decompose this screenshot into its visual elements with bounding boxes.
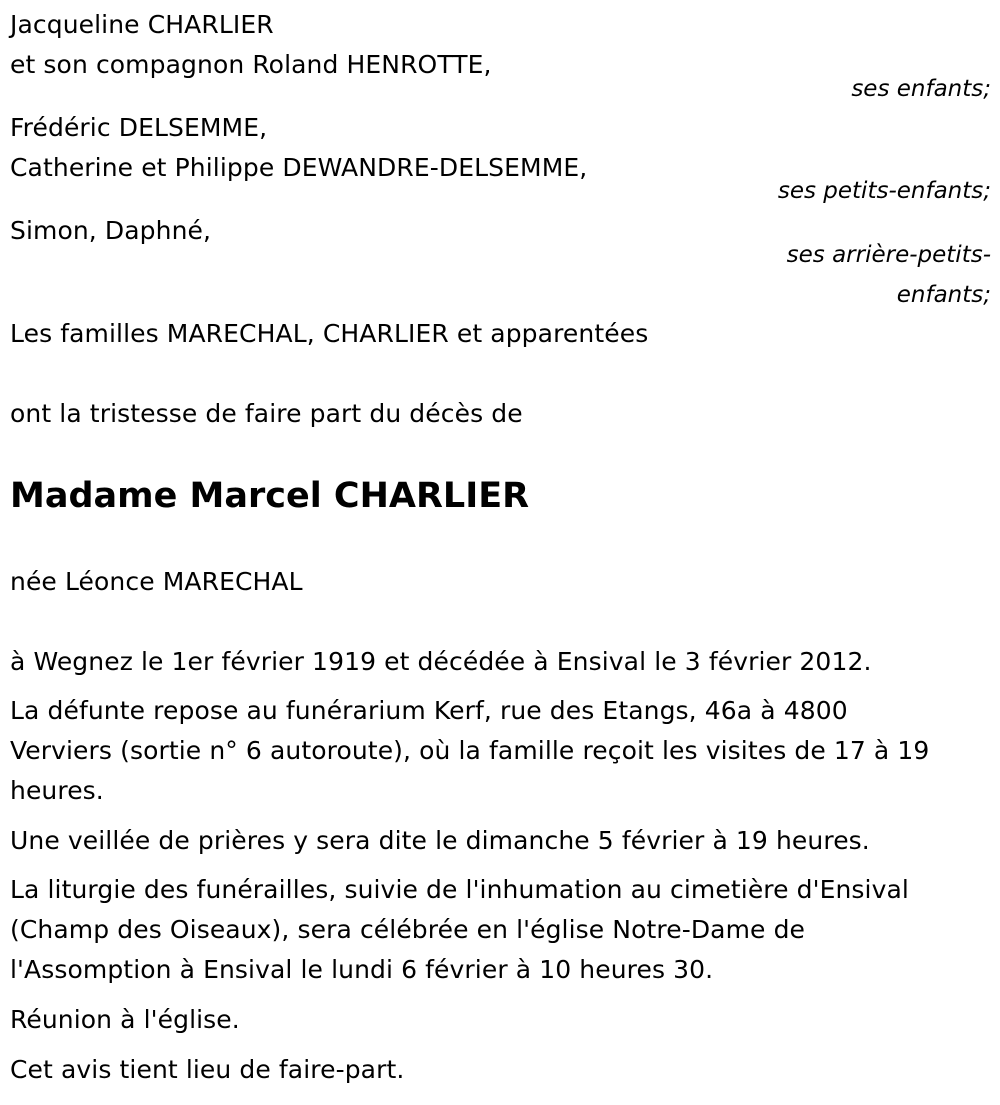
repose-line-3: heures. [10, 776, 104, 805]
grandchildren-line-1: Frédéric DELSEMME, [10, 113, 268, 142]
repose-line-1: La défunte repose au funérarium Kerf, rue des Etangs, 46a à 4800 [10, 696, 848, 725]
liturgy-line-2: (Champ des Oiseaux), sera célébrée en l'église Notre-Dame de [10, 915, 806, 944]
repose-line-2: Verviers (sortie n° 6 autoroute), où la famille reçoit les visites de 17 à 19 [10, 736, 930, 765]
closing-line: Cet avis tient lieu de faire-part. [10, 1055, 405, 1084]
great-grandchildren-role-line-2: enfants; [896, 282, 991, 308]
children-line-1: Jacqueline CHARLIER [10, 10, 274, 39]
children-role: ses enfants; [851, 76, 991, 102]
children-line-2: et son compagnon Roland HENROTTE, [10, 50, 492, 79]
grandchildren-role: ses petits-enfants; [777, 178, 991, 204]
deceased-name: Madame Marcel CHARLIER [10, 476, 530, 516]
great-grandchildren-line-1: Simon, Daphné, [10, 216, 212, 245]
families-line: Les familles MARECHAL, CHARLIER et apparentées [10, 319, 649, 348]
grandchildren-line-2: Catherine et Philippe DEWANDRE-DELSEMME, [10, 153, 588, 182]
maiden-name: née Léonce MARECHAL [10, 567, 303, 596]
reunion-line: Réunion à l'église. [10, 1005, 240, 1034]
vigil-line: Une veillée de prières y sera dite le dimanche 5 février à 19 heures. [10, 826, 870, 855]
great-grandchildren-role-line-1: ses arrière-petits- [786, 242, 991, 268]
liturgy-line-1: La liturgie des funérailles, suivie de l'inhumation au cimetière d'Ensival [10, 875, 909, 904]
liturgy-line-3: l'Assomption à Ensival le lundi 6 février à 10 heures 30. [10, 955, 714, 984]
announcement-line: ont la tristesse de faire part du décès de [10, 399, 523, 428]
birth-death-line: à Wegnez le 1er février 1919 et décédée à Ensival le 3 février 2012. [10, 647, 872, 676]
